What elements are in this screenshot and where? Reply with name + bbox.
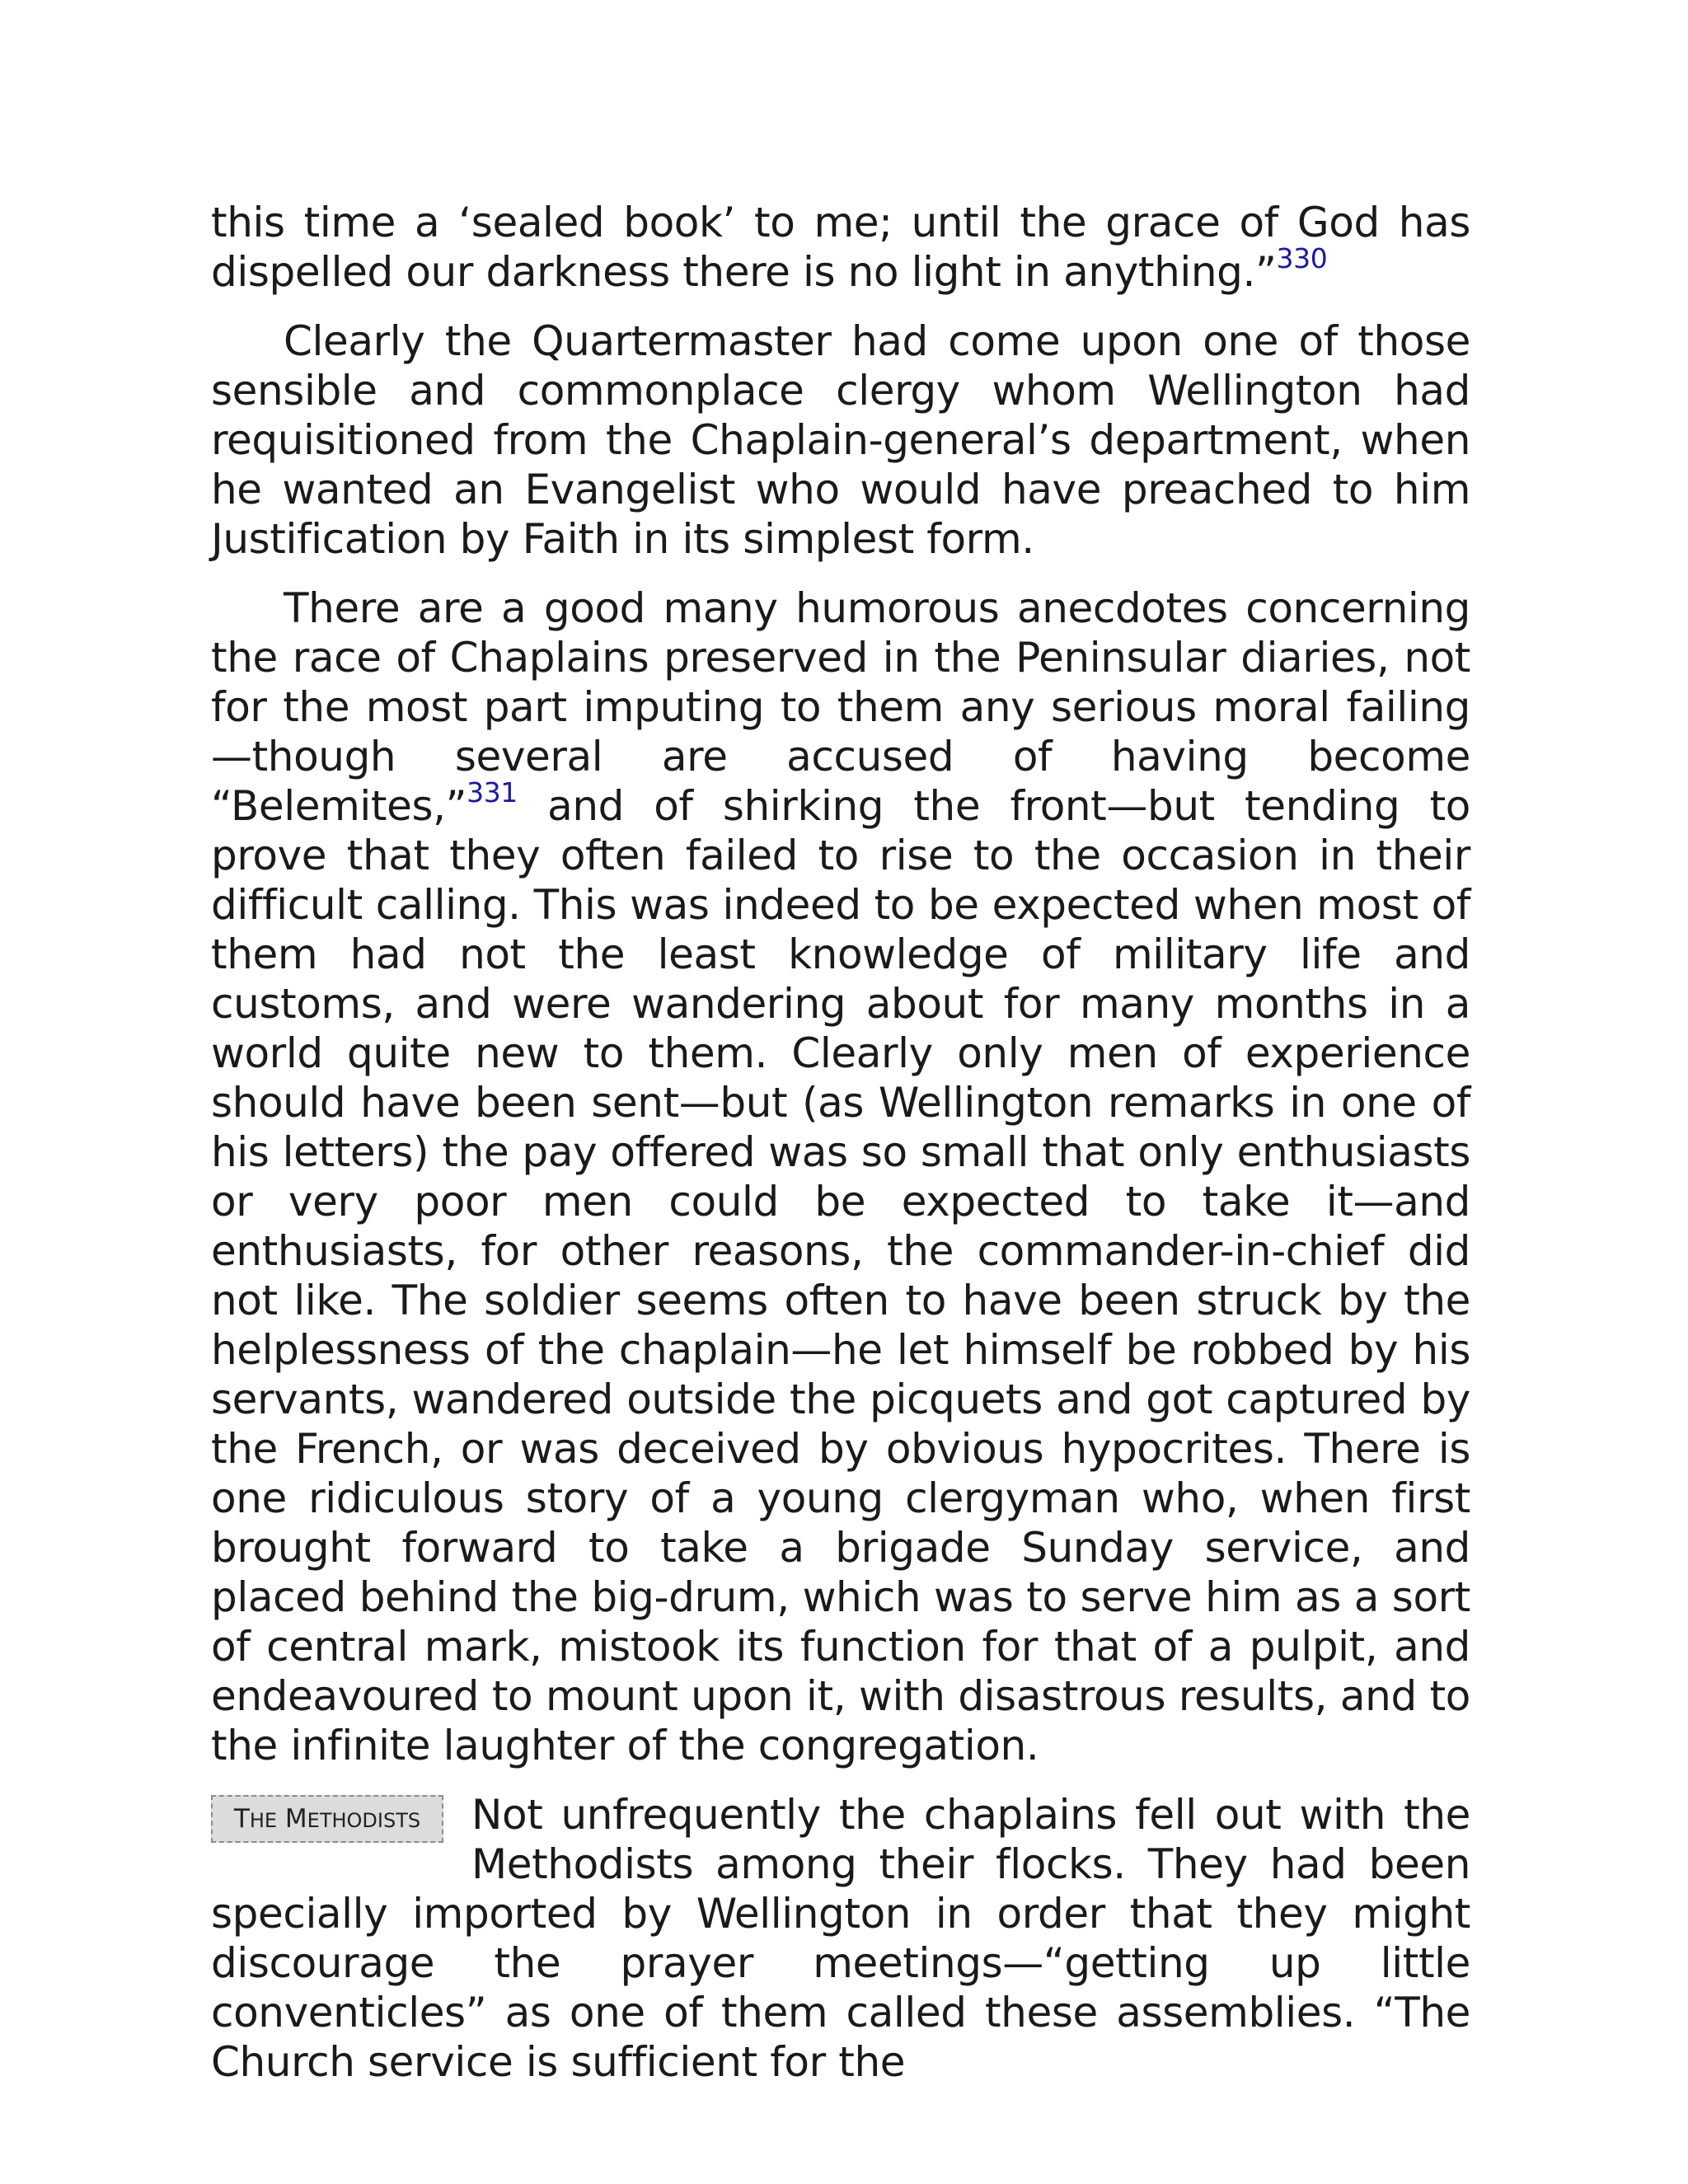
paragraph-text: Not unfrequently the chaplains fell out with the Methodists among their flocks. They had been specially imported by Wellington in order that they might discourage the prayer meetings—“getting up little conventicles” as one of them called these assemblies. “The Church service is sufficient for the <box>211 1791 1470 2086</box>
paragraph-text: Clearly the Quartermaster had come upon one of those sensible and commonplace clergy whom Wellington had requisitioned from the Chaplain-general’s department, when he wanted an Evangelist who would have preached to him Justification by Faith in its simplest form. <box>211 317 1470 563</box>
footnote-link-331[interactable]: 331 <box>467 776 518 808</box>
paragraph-text-after-footnote: and of shirking the front—but tending to prove that they often failed to rise to the occasion in their difficult calling. This was indeed to be expected when most of them had not the least knowledge of military life and customs, and were wandering about for many months in a world quite new to them. Clearly only men of experience should have been sent—but (as Wellington remarks in one of his letters) the pay offered was so small that only enthusiasts or very poor men could be expected to take it—and enthusiasts, for other reasons, the commander-in-chief did not like. The soldier seems often to have been struck by the helplessness of the chaplain—he let himself be robbed by his servants, wandered outside the picquets and got captured by the French, or was deceived by obvious hypocrites. There is one ridiculous story of a young clergyman who, when first brought forward to take a brigade Sunday service, and placed behind the big-drum, which was to serve him as a sort of central mark, mistook its function for that of a pulpit, and endeavoured to mount upon it, with disastrous results, and to the infinite laughter of the congregation. <box>211 782 1470 1769</box>
paragraph-text-before-footnote: There are a good many humorous anecdotes concerning the race of Chaplains preserved in the Peninsular diaries, not for the most part imputing to them any serious moral failing—though several are accused of having become “Belemites,” <box>211 584 1470 830</box>
paragraph-methodists <box>211 1790 1470 2087</box>
paragraph-text: this time a ‘sealed book’ to me; until the grace of God has dispelled our darkness there is no light in anything.” <box>211 199 1470 296</box>
paragraph-continuation <box>211 198 1470 297</box>
paragraph-chaplains-anecdotes <box>211 583 1470 1770</box>
sidenote-the-methodists: THE METHODISTS <box>211 1795 443 1843</box>
footnote-link-330[interactable]: 330 <box>1276 242 1328 274</box>
paragraph-quartermaster <box>211 316 1470 564</box>
page-body <box>211 198 1470 2107</box>
